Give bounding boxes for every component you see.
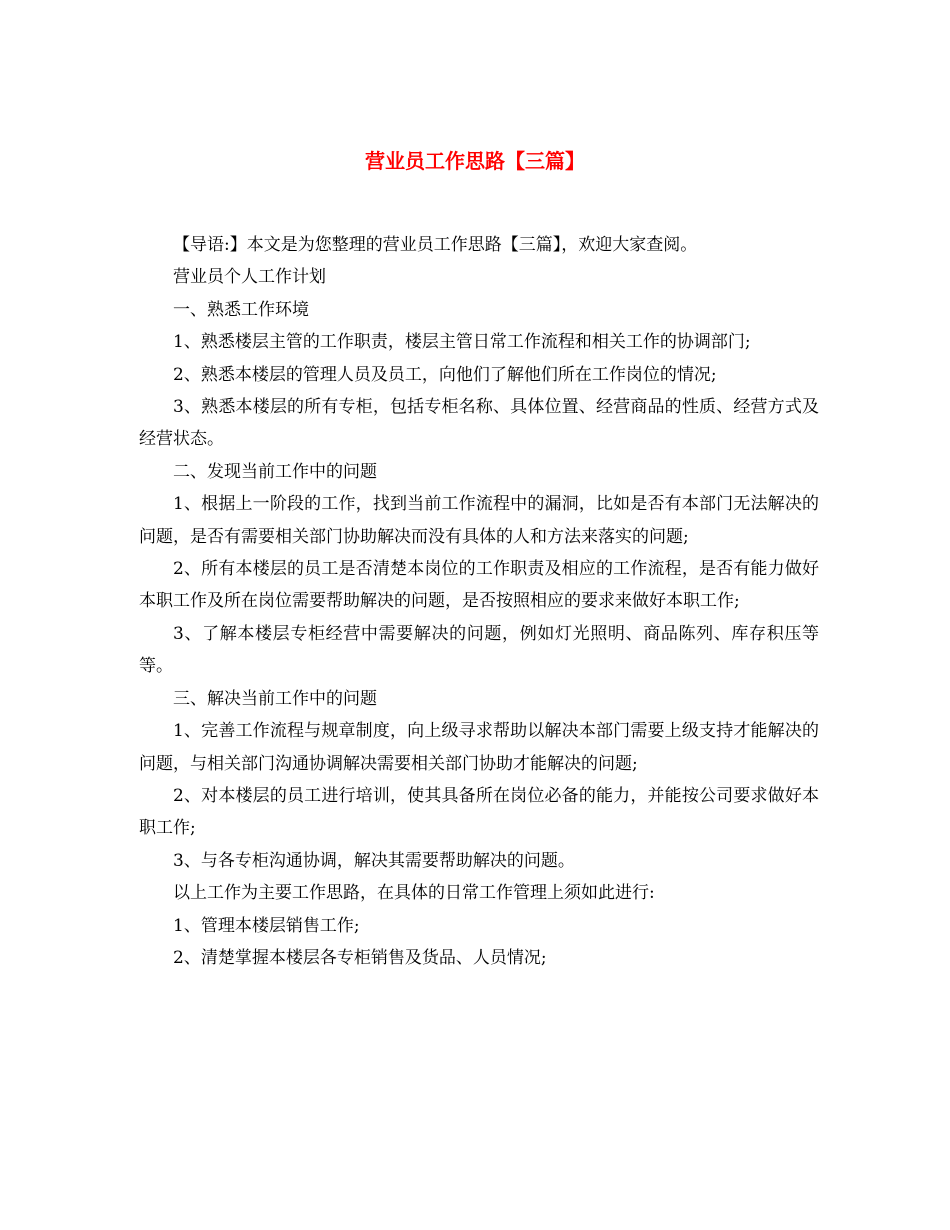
list-item: 1、管理本楼层销售工作; <box>173 915 360 936</box>
section-heading-2: 二、发现当前工作中的问题 <box>173 461 377 482</box>
list-item: 1、完善工作流程与规章制度，向上级寻求帮助以解决本部门需要上级支持才能解决的问题，与相关部门沟通协调解决需要相关部门协助才能解决的问题; <box>139 721 819 774</box>
list-item: 2、熟悉本楼层的管理人员及员工，向他们了解他们所在工作岗位的情况; <box>173 364 717 385</box>
list-item: 1、熟悉楼层主管的工作职责，楼层主管日常工作流程和相关工作的协调部门; <box>173 332 751 353</box>
plan-heading: 营业员个人工作计划 <box>173 267 326 288</box>
list-item: 2、对本楼层的员工进行培训，使其具备所在岗位必备的能力，并能按公司要求做好本职工作; <box>139 785 819 839</box>
list-item: 1、根据上一阶段的工作，找到当前工作流程中的漏洞，比如是否有本部门无法解决的问题，是否有需要相关部门协助解决而没有具体的人和方法来落实的问题; <box>139 494 819 547</box>
section-heading-1: 一、熟悉工作环境 <box>173 299 309 320</box>
list-item: 2、所有本楼层的员工是否清楚本岗位的工作职责及相应的工作流程，是否有能力做好本职工作及所在岗位需要帮助解决的问题，是否按照相应的要求来做好本职工作; <box>139 559 819 612</box>
document-body <box>139 229 819 974</box>
document-title: 营业员工作思路【三篇】 <box>365 149 585 173</box>
section-heading-3: 三、解决当前工作中的问题 <box>173 688 377 709</box>
list-item: 3、与各专柜沟通协调，解决其需要帮助解决的问题。 <box>173 850 575 871</box>
intro-paragraph: 【导语:】本文是为您整理的营业员工作思路【三篇】，欢迎大家查阅。 <box>173 235 698 255</box>
summary-paragraph: 以上工作为主要工作思路，在具体的日常工作管理上须如此进行: <box>173 883 655 904</box>
list-item: 3、了解本楼层专柜经营中需要解决的问题，例如灯光照明、商品陈列、库存积压等等。 <box>139 623 819 677</box>
list-item: 3、熟悉本楼层的所有专柜，包括专柜名称、具体位置、经营商品的性质、经营方式及经营状态。 <box>139 397 819 450</box>
list-item: 2、清楚掌握本楼层各专柜销售及货品、人员情况; <box>173 947 547 968</box>
